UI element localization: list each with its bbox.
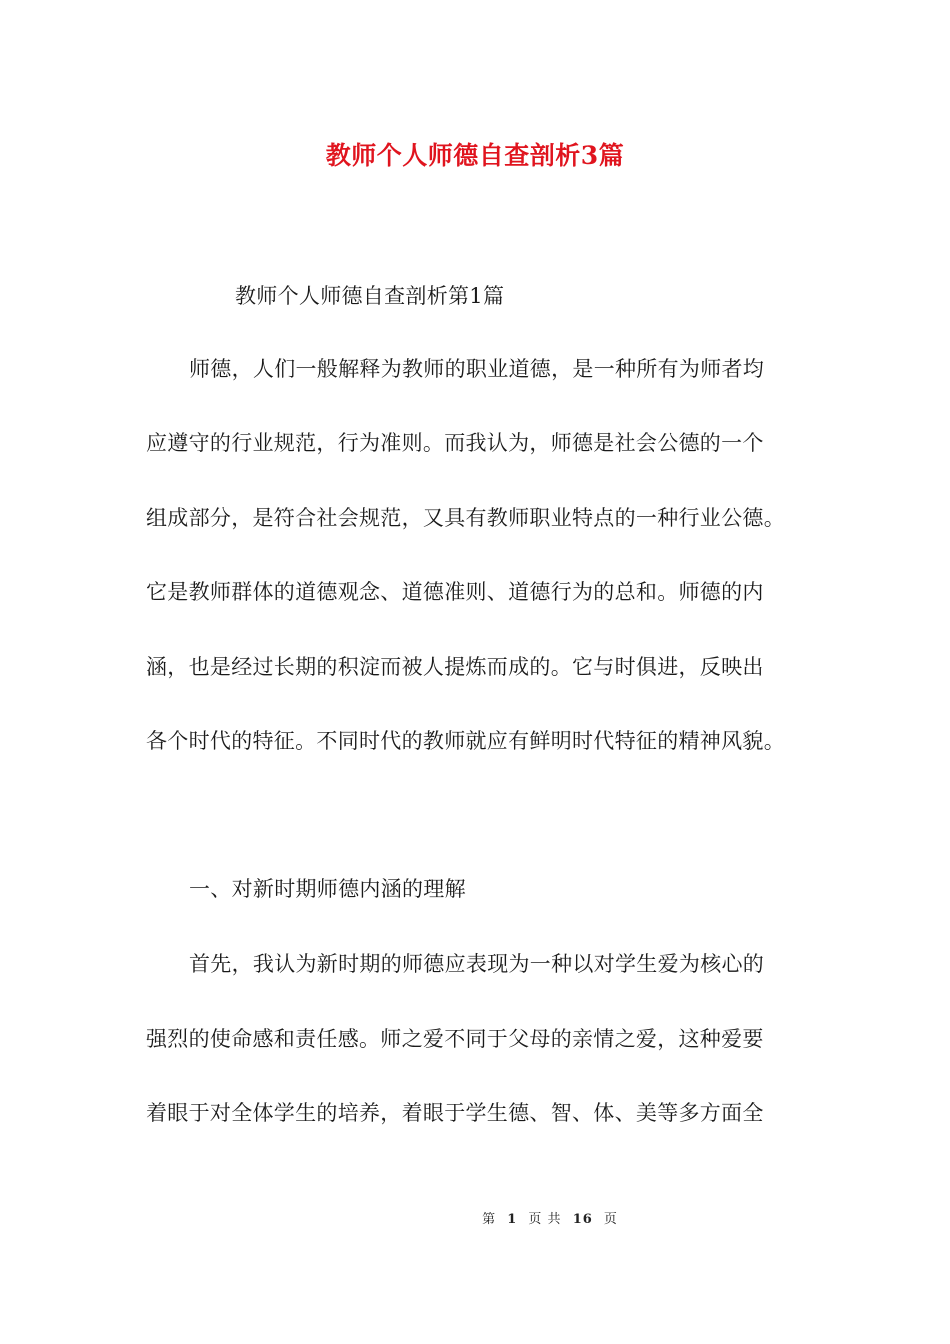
document-title: 教师个人师德自查剖析3篇 (325, 141, 625, 170)
paragraph-line: 它是教师群体的道德观念、道德准则、道德行为的总和。师德的内 (146, 580, 764, 604)
paragraph-line: 组成部分，是符合社会规范，又具有教师职业特点的一种行业公德。 (146, 506, 785, 530)
footer-middle: 页 共 (528, 1212, 562, 1227)
paragraph-line: 强烈的使命感和责任感。师之爱不同于父母的亲情之爱，这种爱要 (146, 1027, 764, 1051)
footer-prefix: 第 (482, 1212, 497, 1227)
footer-total-pages: 16 (572, 1212, 593, 1227)
footer-page-number: 1 (507, 1212, 518, 1227)
paragraph-line: 师德，人们一般解释为教师的职业道德，是一种所有为师者均 (189, 357, 765, 381)
paragraph-line: 各个时代的特征。不同时代的教师就应有鲜明时代特征的精神风貌。 (146, 729, 785, 753)
paragraph-line: 应遵守的行业规范，行为准则。而我认为，师德是社会公德的一个 (146, 431, 764, 455)
paragraph-line: 着眼于对全体学生的培养，着眼于学生德、智、体、美等多方面全 (146, 1101, 764, 1125)
paragraph-line: 首先，我认为新时期的师德应表现为一种以对学生爱为核心的 (189, 952, 765, 976)
section-heading: 教师个人师德自查剖析第1篇 (235, 284, 505, 308)
paragraph-line: 涵，也是经过长期的积淀而被人提炼而成的。它与时俱进，反映出 (146, 655, 764, 679)
subheading: 一、对新时期师德内涵的理解 (189, 877, 466, 901)
footer-suffix: 页 (603, 1212, 618, 1227)
page-footer (0, 1208, 950, 1227)
